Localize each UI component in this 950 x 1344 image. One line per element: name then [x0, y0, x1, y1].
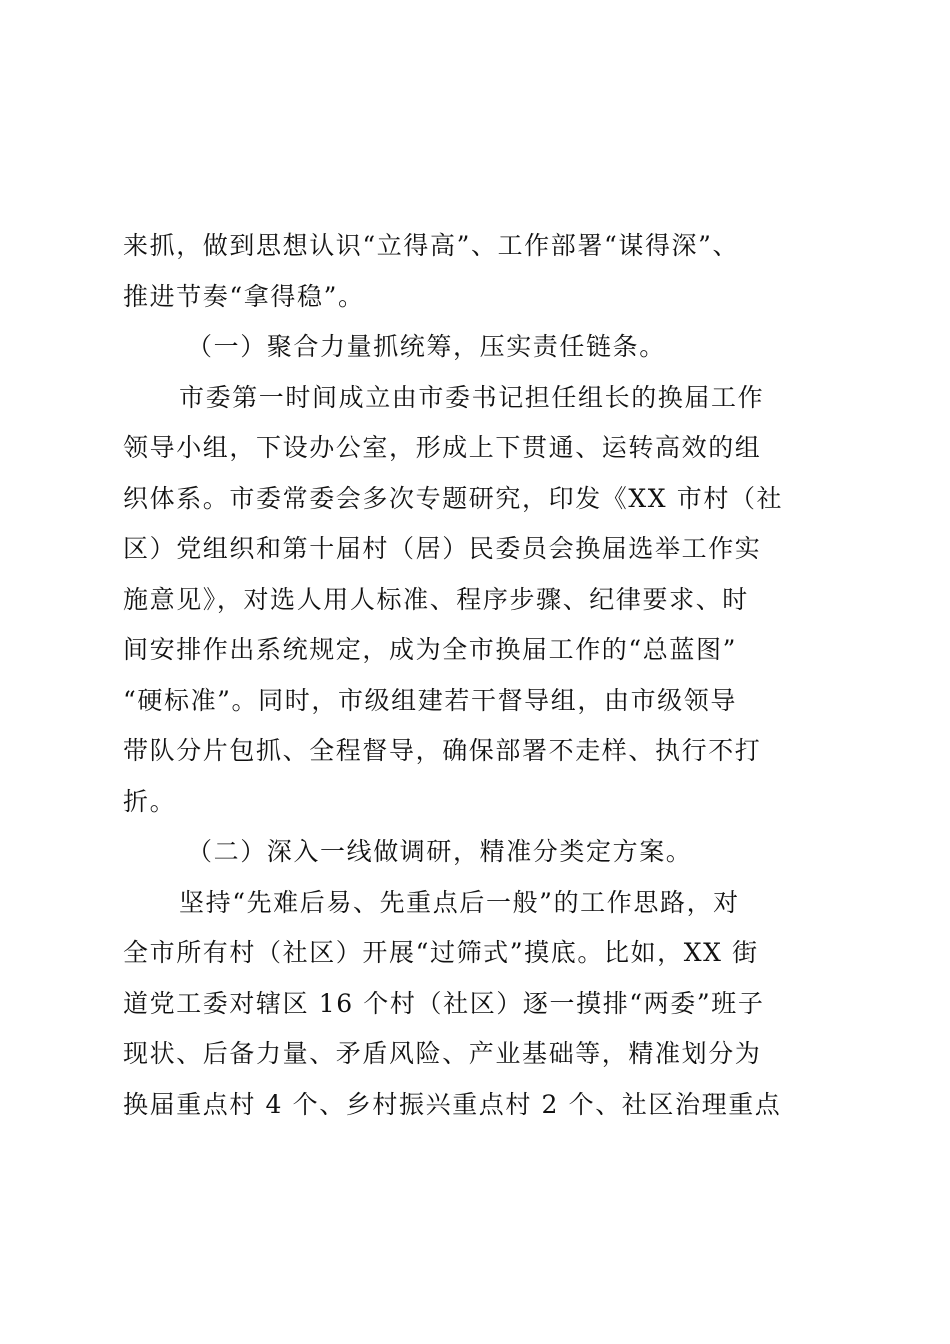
section-heading-1: （一）聚合力量抓统筹，压实责任链条。	[187, 332, 666, 361]
paragraph-line: 区）党组织和第十届村（居）民委员会换届选举工作实	[123, 534, 762, 563]
section-heading-2: （二）深入一线做调研，精准分类定方案。	[187, 837, 693, 866]
paragraph-line: 间安排作出系统规定，成为全市换届工作的“总蓝图”	[123, 635, 737, 664]
paragraph-line: 织体系。市委常委会多次专题研究，印发《XX 市村（社	[123, 483, 784, 513]
paragraph-line: 来抓，做到思想认识“立得高”、工作部署“谋得深”、	[123, 231, 740, 260]
paragraph-line: 市委第一时间成立由市委书记担任组长的换届工作	[179, 382, 765, 412]
paragraph-line: 带队分片包抓、全程督导，确保部署不走样、执行不打	[123, 736, 762, 765]
paragraph-line: 坚持“先难后易、先重点后一般”的工作思路，对	[179, 887, 740, 917]
paragraph-line: 施意见》，对选人用人标准、程序步骤、纪律要求、时	[123, 584, 749, 614]
paragraph-line: 折。	[123, 786, 177, 816]
paragraph-line: 道党工委对辖区 16 个村（社区）逐一摸排“两委”班子	[123, 988, 765, 1018]
document-body	[123, 221, 833, 1130]
paragraph-line: “硬标准”。同时，市级组建若干督导组，由市级领导	[123, 685, 737, 715]
paragraph-line: 全市所有村（社区）开展“过筛式”摸底。比如，XX 街	[123, 938, 759, 967]
paragraph-line: 现状、后备力量、矛盾风险、产业基础等，精准划分为	[123, 1039, 762, 1068]
paragraph-line: 推进节奏“拿得稳”。	[123, 281, 365, 311]
paragraph-line: 换届重点村 4 个、乡村振兴重点村 2 个、社区治理重点	[123, 1089, 782, 1119]
paragraph-line: 领导小组，下设办公室，形成上下贯通、运转高效的组	[123, 433, 762, 462]
